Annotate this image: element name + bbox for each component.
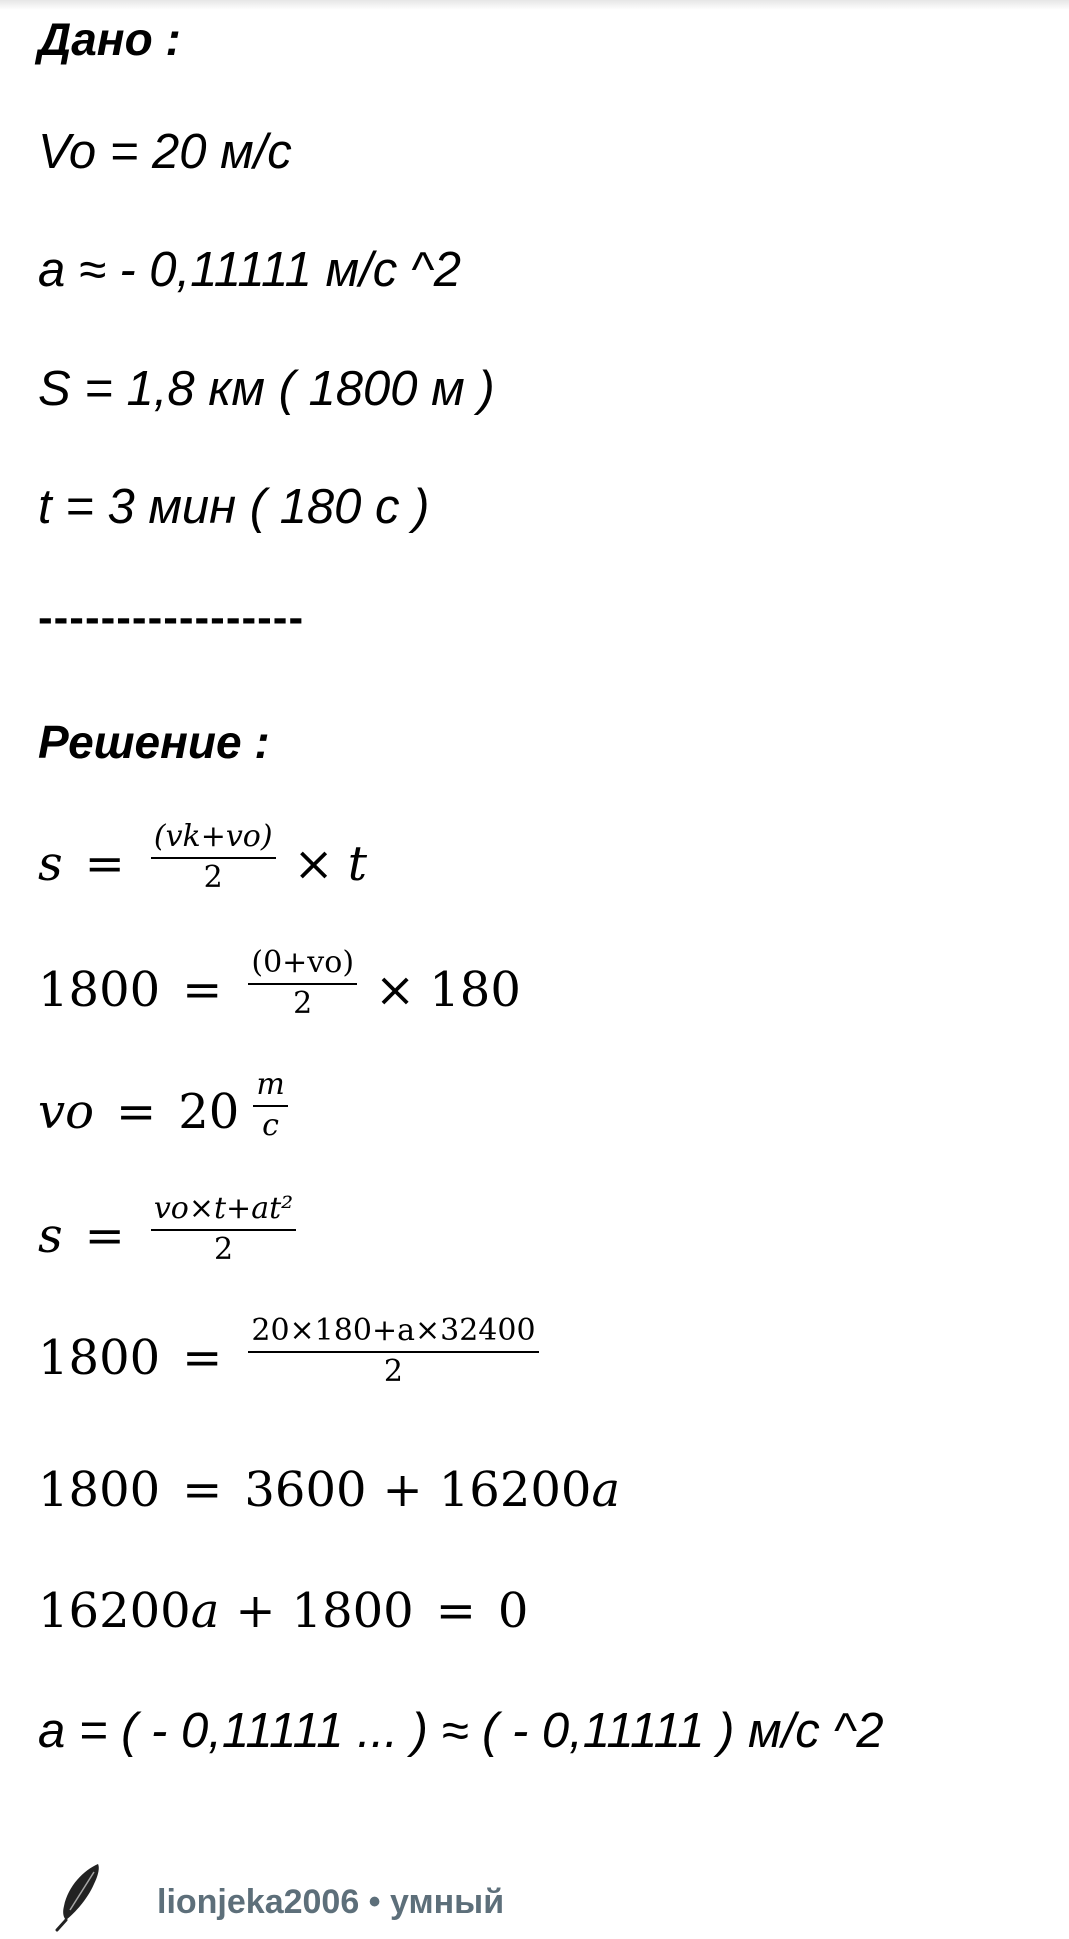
eq7-variable: a bbox=[190, 1583, 220, 1639]
separator: ----------------- bbox=[38, 593, 305, 642]
equation-4 bbox=[38, 1191, 300, 1273]
eq5-numerator: 20×180+a×32400 bbox=[248, 1314, 538, 1353]
given-line-distance: S = 1,8 км ( 1800 м ) bbox=[38, 362, 495, 416]
eq4-lhs: s bbox=[38, 1207, 63, 1264]
eq3-equals: = bbox=[116, 1083, 157, 1140]
solution-heading: Решение : bbox=[38, 716, 270, 768]
equation-5 bbox=[38, 1313, 543, 1395]
eq6-lhs: 1800 bbox=[38, 1462, 161, 1518]
eq2-lhs: 1800 bbox=[38, 961, 161, 1018]
eq4-denominator: 2 bbox=[213, 1231, 234, 1267]
eq5-denominator: 2 bbox=[383, 1353, 403, 1389]
eq3-unit-numerator: m bbox=[253, 1068, 287, 1107]
eq4-numerator: vo×t+at² bbox=[151, 1192, 296, 1231]
eq2-fraction bbox=[248, 946, 357, 1021]
top-shadow bbox=[0, 0, 1069, 10]
eq3-value: 20 bbox=[178, 1083, 240, 1140]
eq5-equals: = bbox=[182, 1329, 223, 1386]
equation-7 bbox=[38, 1583, 529, 1639]
equation-2 bbox=[38, 945, 521, 1027]
given-line-velocity: Vo = 20 м/с bbox=[38, 125, 292, 179]
eq3-lhs: vo bbox=[38, 1083, 95, 1140]
eq1-numerator: (vk+vo) bbox=[151, 820, 276, 859]
eq2-denominator: 2 bbox=[293, 985, 313, 1021]
eq3-unit-fraction bbox=[253, 1068, 287, 1143]
eq2-numerator: (0+vo) bbox=[248, 946, 357, 985]
eq7-term-b: 1800 bbox=[291, 1583, 414, 1639]
equation-3 bbox=[38, 1067, 292, 1149]
eq2-equals: = bbox=[182, 961, 223, 1018]
eq6-plus: + bbox=[382, 1462, 423, 1518]
given-line-acceleration: a ≈ - 0,11111 м/с ^2 bbox=[38, 243, 462, 297]
given-line-time: t = 3 мин ( 180 с ) bbox=[38, 480, 430, 534]
eq4-equals: = bbox=[84, 1207, 125, 1264]
equation-6 bbox=[38, 1462, 621, 1518]
eq7-equals: = bbox=[435, 1583, 476, 1639]
feather-icon bbox=[54, 1862, 104, 1932]
eq7-rhs: 0 bbox=[497, 1583, 529, 1639]
eq1-lhs: s bbox=[38, 835, 63, 892]
eq6-variable: a bbox=[591, 1462, 621, 1518]
eq6-equals: = bbox=[182, 1462, 223, 1518]
eq3-unit-denominator: c bbox=[262, 1107, 279, 1143]
eq1-fraction bbox=[151, 820, 276, 895]
eq7-plus: + bbox=[235, 1583, 276, 1639]
eq1-denominator: 2 bbox=[203, 859, 223, 895]
equation-1 bbox=[38, 819, 368, 901]
eq5-fraction bbox=[248, 1314, 538, 1389]
eq7-term-a: 16200 bbox=[38, 1583, 191, 1639]
eq5-lhs: 1800 bbox=[38, 1329, 161, 1386]
eq2-times: × bbox=[375, 961, 416, 1018]
eq1-times: × bbox=[293, 835, 334, 892]
eq1-equals: = bbox=[84, 835, 125, 892]
given-heading: Дано : bbox=[38, 13, 181, 65]
author-label[interactable]: lionjeka2006 • умный bbox=[157, 1883, 505, 1921]
eq6-term-a: 3600 bbox=[244, 1462, 367, 1518]
eq4-fraction bbox=[151, 1192, 296, 1267]
eq1-rhs: t bbox=[347, 835, 368, 892]
answer-line: a = ( - 0,11111 ... ) ≈ ( - 0,11111 ) м/с ^2 bbox=[38, 1704, 884, 1758]
eq2-rhs: 180 bbox=[429, 961, 521, 1018]
eq6-term-b: 16200 bbox=[438, 1462, 592, 1518]
